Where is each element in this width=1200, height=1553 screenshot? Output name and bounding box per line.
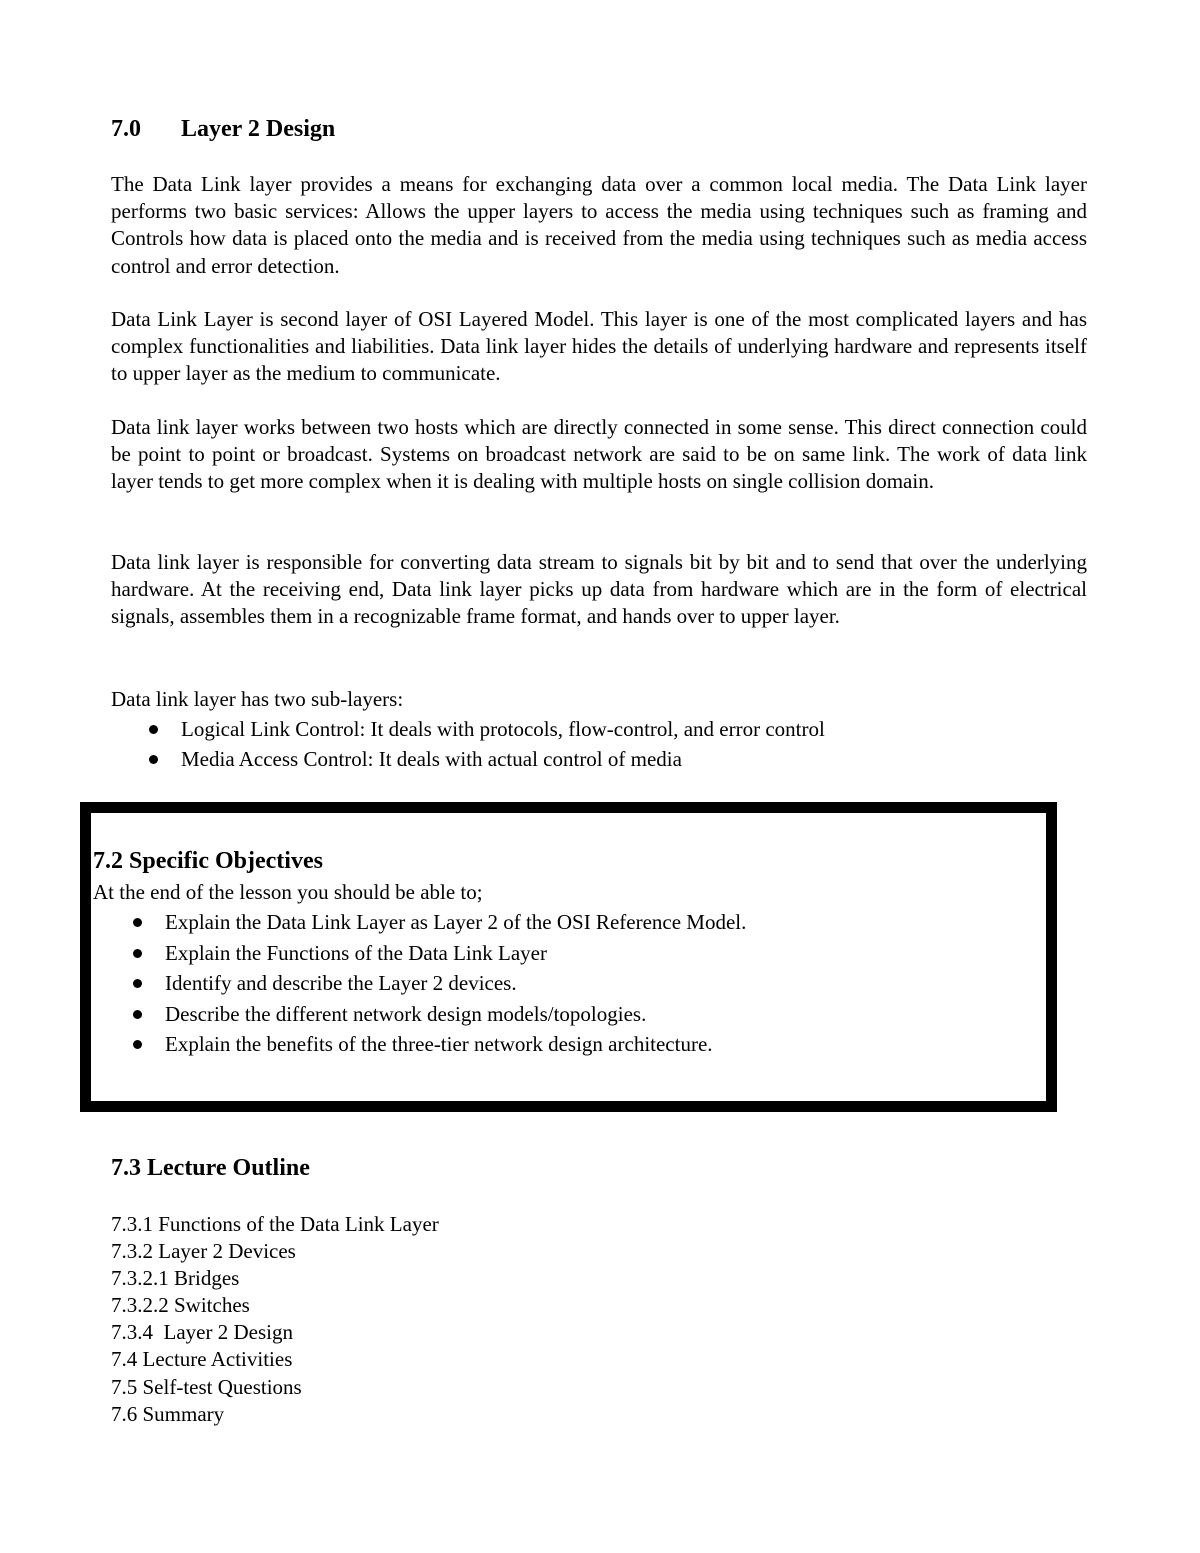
paragraph-hosts-connection: Data link layer works between two hosts which are directly connected in some sense. This direct connection could be point to point or broadcast. Systems on broadcast network are said to be on same link. The work of data link layer tends to get more complex when it is dealing with multiple hosts on single collision domain. (111, 415, 1087, 494)
objectives-list (93, 907, 1033, 1060)
bullet-icon (133, 918, 142, 927)
section-number: 7.0 (111, 116, 141, 142)
bullet-icon (133, 979, 142, 988)
list-item: Media Access Control: It deals with actual control of media (111, 744, 1087, 774)
list-item: Explain the benefits of the three-tier network design architecture. (93, 1029, 1033, 1060)
sublayers-list (111, 714, 1087, 774)
list-item: Explain the Functions of the Data Link Layer (93, 938, 1033, 969)
list-item: 7.5 Self-test Questions (111, 1374, 302, 1399)
list-item: 7.3.2.1 Bridges (111, 1266, 240, 1291)
list-item: 7.6 Summary (111, 1401, 225, 1426)
list-item: 7.3.1 Functions of the Data Link Layer (111, 1212, 439, 1236)
paragraph-signals-conversion: Data link layer is responsible for converting data stream to signals bit by bit and to send that over the underlying hardware. At the receiving end, Data link layer picks up data from hardware which are in the form of electrical signals, assembles them in a recognizable frame format, and hands over to upper layer. (111, 550, 1087, 629)
section-title: Layer 2 Design (181, 116, 336, 142)
list-item: 7.3.2 Layer 2 Devices (111, 1239, 296, 1264)
list-item: 7.4 Lecture Activities (111, 1347, 293, 1372)
section-heading (111, 113, 335, 145)
list-item: Identify and describe the Layer 2 devices. (93, 968, 1033, 999)
list-item: Describe the different network design models/topologies. (93, 999, 1033, 1030)
sublayers-section (111, 684, 1087, 774)
bullet-icon (133, 1010, 142, 1019)
bullet-icon (149, 725, 158, 734)
outline-title: 7.3 Lecture Outline (111, 1155, 310, 1181)
list-item: Explain the Data Link Layer as Layer 2 of the OSI Reference Model. (93, 907, 1033, 938)
bullet-icon (133, 1040, 142, 1049)
objectives-content (93, 845, 1033, 1060)
paragraph-osi-second-layer: Data Link Layer is second layer of OSI Layered Model. This layer is one of the most complicated layers and has complex functionalities and liabilities. Data link layer hides the details of underlying hardware and represents itself to upper layer as the medium to communicate. (111, 307, 1087, 386)
bullet-icon (133, 949, 142, 958)
objectives-title: 7.2 Specific Objectives (93, 848, 323, 874)
outline-list (111, 1211, 439, 1428)
objectives-intro: At the end of the lesson you should be able to; (93, 880, 483, 904)
list-item: Logical Link Control: It deals with protocols, flow-control, and error control (111, 714, 1087, 744)
list-item: 7.3.4 Layer 2 Design (111, 1320, 293, 1345)
paragraph-data-link-intro: The Data Link layer provides a means for exchanging data over a common local media. The Data Link layer performs two basic services: Allows the upper layers to access the media using techniques such as framing and Controls how data is placed onto the media and is received from the media using techniques such as media access control and error detection. (111, 172, 1087, 278)
sublayers-intro: Data link layer has two sub-layers: (111, 687, 404, 711)
list-item: 7.3.2.2 Switches (111, 1293, 250, 1318)
objectives-box (80, 802, 1057, 1112)
bullet-icon (149, 755, 158, 764)
